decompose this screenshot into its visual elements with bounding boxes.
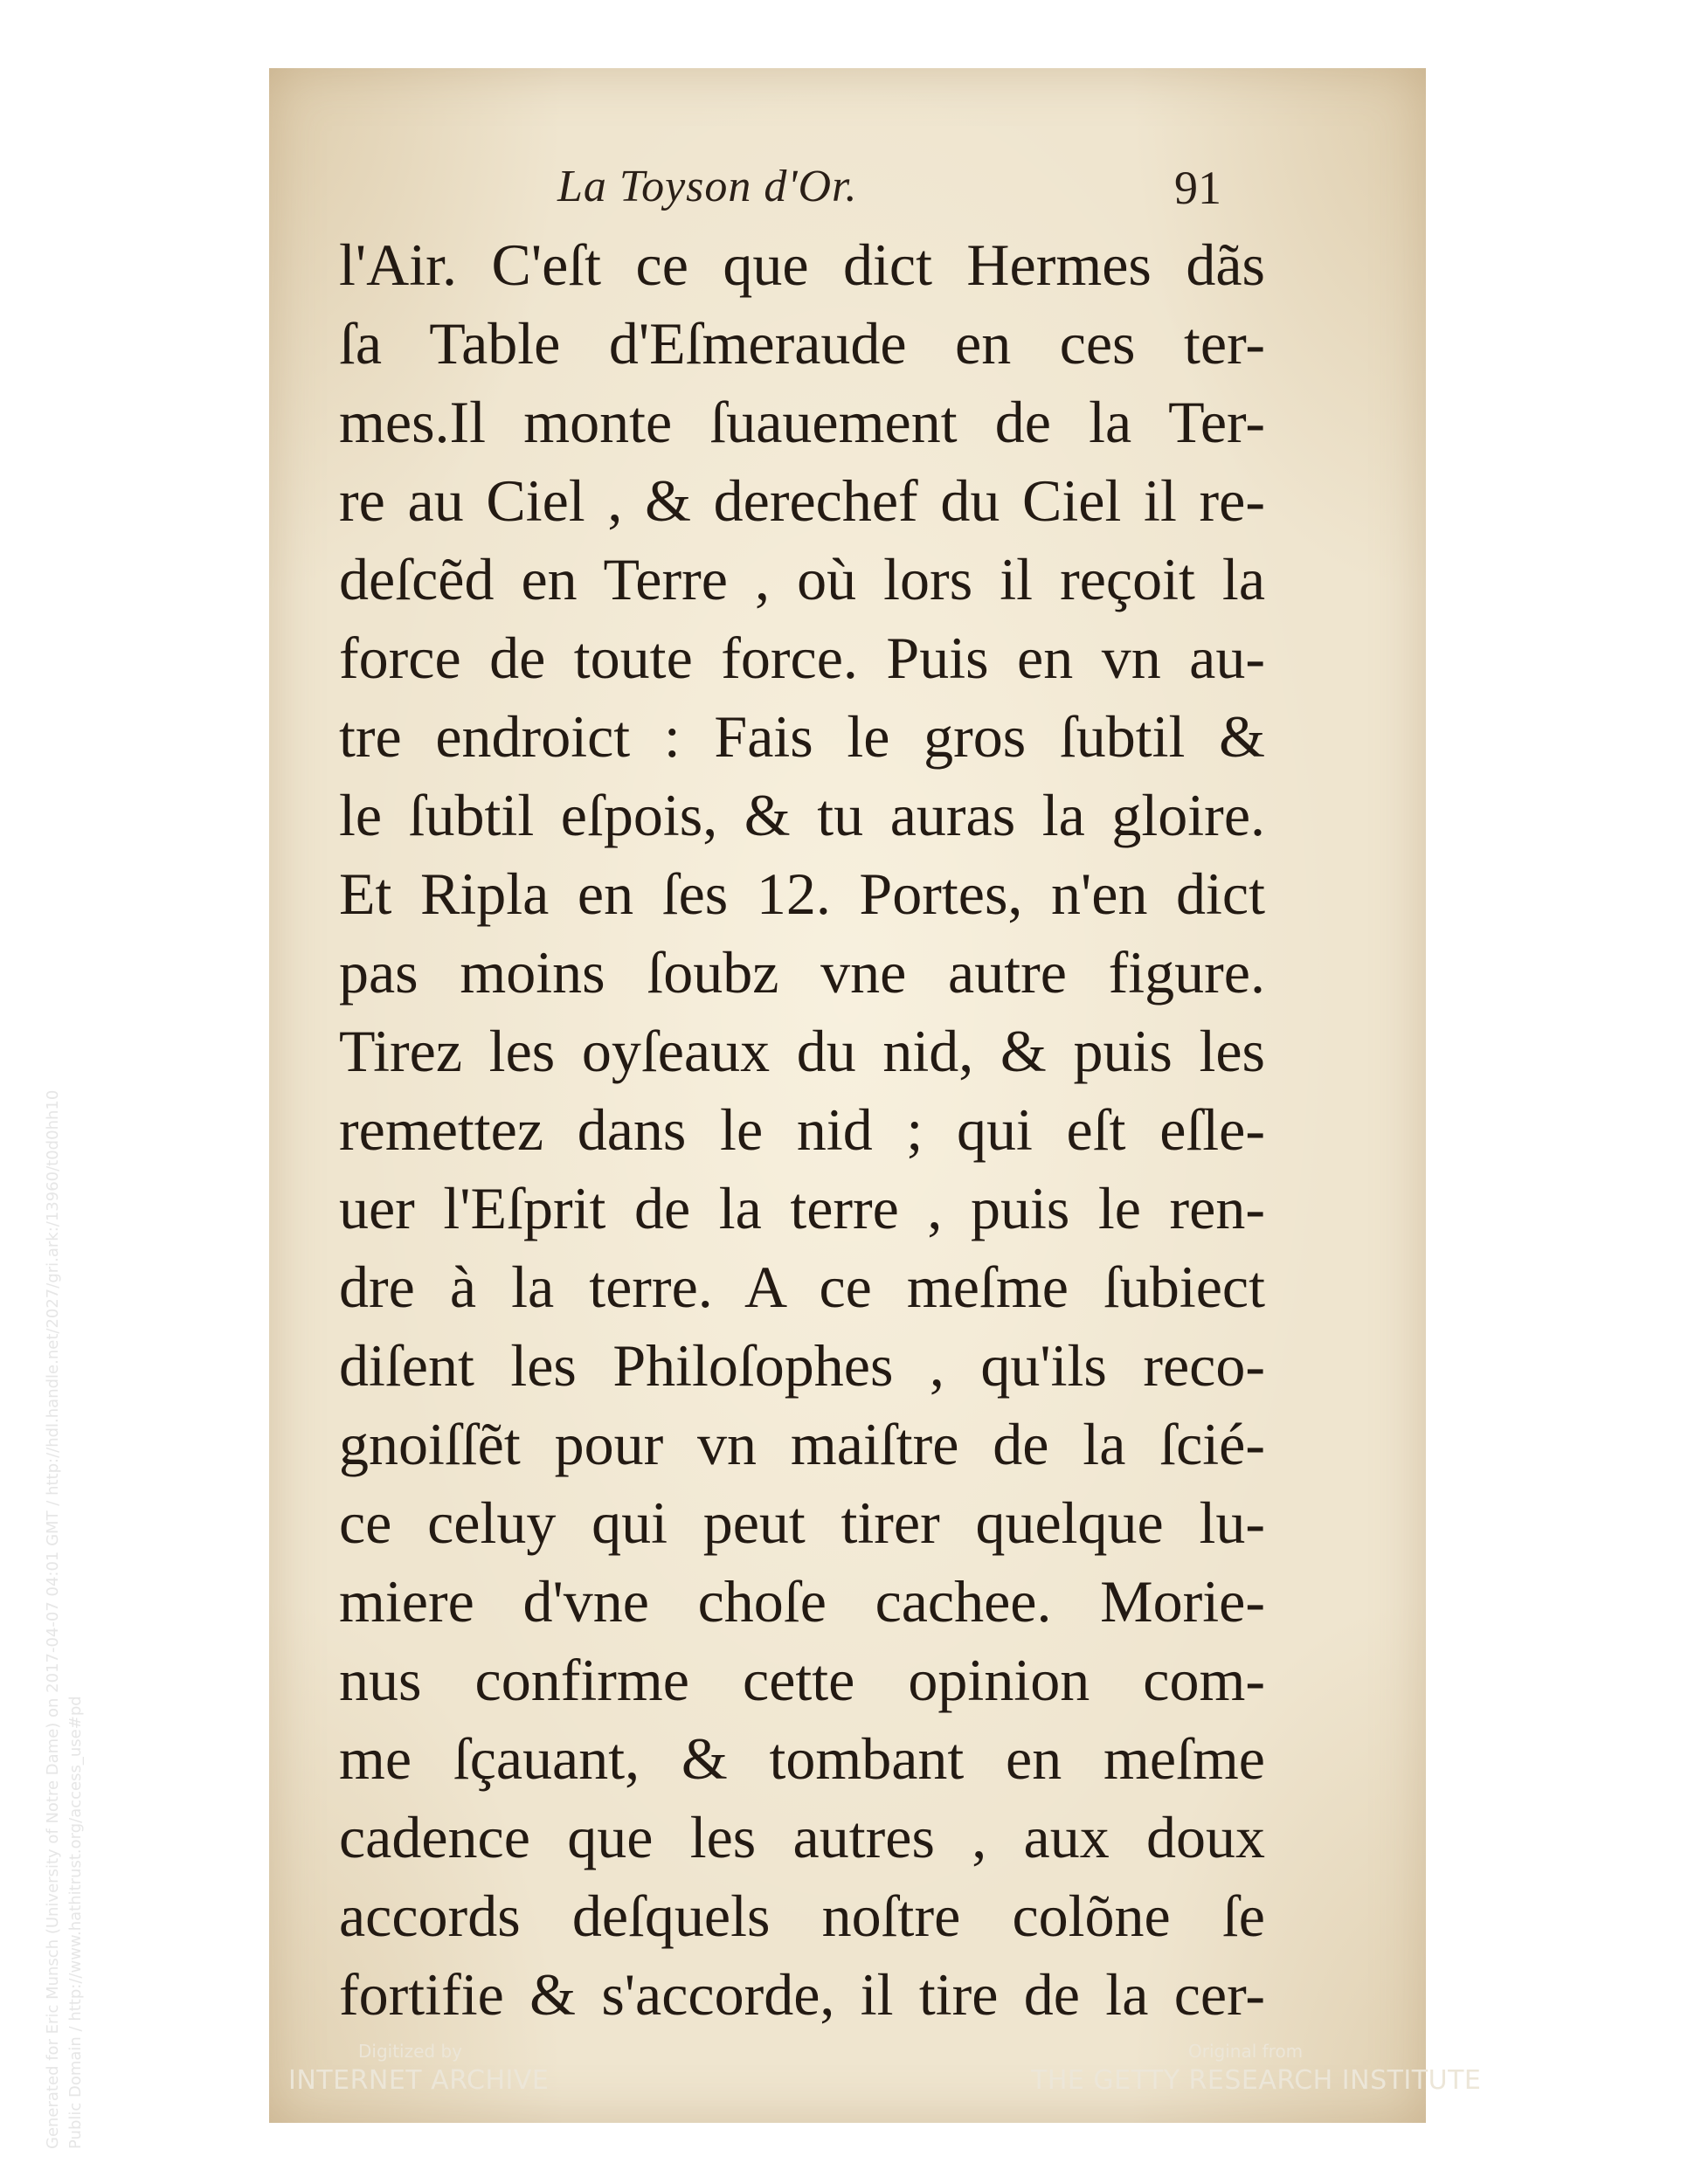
text-line: diſent les Philoſophes , qu'ils reco- [339,1332,1265,1399]
running-title: La Toyson d'Or. [557,162,858,211]
text-line: l'Air. C'eſt ce que dict Hermes dãs [339,232,1265,298]
running-head [557,161,1221,222]
text-line: tre endroict : Fais le gros ſubtil & [339,703,1265,770]
text-line: pas moins ſoubz vne autre figure. [339,939,1265,1006]
generated-notice-line-1: Generated for Eric Munsch (University of Notre Dame) on 2017-04-07 04:01 GMT / http://hdl.handle.net/2027/gri.ark:/13960/t0d0hh10 [44,1089,62,2149]
body-text [339,225,1265,2034]
text-line: force de toute force. Puis en vn au- [339,625,1265,691]
text-line: Tirez les oyſeaux du nid, & puis les [339,1018,1265,1084]
digitized-by-credit [288,2039,577,2098]
text-line: me ſçauant, & tombant en meſme [339,1725,1265,1792]
getty-institute-label: THE GETTY RESEARCH INSTITUTE [1031,2065,1482,2096]
page-number: 91 [1174,162,1221,214]
original-from-credit [1031,2039,1485,2098]
internet-archive-label: INTERNET ARCHIVE [288,2065,550,2096]
text-line: le ſubtil eſpois, & tu auras la gloire. [339,782,1265,848]
original-from-label: Original from [1188,2041,1304,2062]
generated-notice-line-2: Public Domain / http://www.hathitrust.org/access_use#pd [66,1696,85,2149]
text-line: ſa Table d'Eſmeraude en ces ter- [339,310,1265,377]
text-line: mes.Il monte ſuauement de la Ter- [339,389,1265,455]
digitized-by-label: Digitized by [358,2041,462,2062]
generated-notice [42,786,87,2149]
text-line: remettez dans le nid ; qui eſt eſle- [339,1096,1265,1163]
text-line: fortifie & s'accorde, il tire de la cer- [339,1961,1265,2028]
scanned-page [269,68,1426,2123]
text-line: Et Ripla en ſes 12. Portes, n'en dict [339,860,1265,927]
text-line: cadence que les autres , aux doux [339,1804,1265,1870]
text-line: miere d'vne choſe cachee. Morie- [339,1568,1265,1635]
text-line: gnoiſſẽt pour vn maiſtre de la ſcié- [339,1411,1265,1477]
text-line: ce celuy qui peut tirer quelque lu- [339,1489,1265,1556]
text-line: dre à la terre. A ce meſme ſubiect [339,1254,1265,1320]
text-line: uer l'Eſprit de la terre , puis le ren- [339,1175,1265,1241]
text-line: accords deſquels noſtre colõne ſe [339,1883,1265,1949]
text-line: deſcẽd en Terre , où lors il reçoit la [339,546,1265,612]
text-line: re au Ciel , & derechef du Ciel il re- [339,467,1265,534]
text-line: nus confirme cette opinion com- [339,1647,1265,1713]
